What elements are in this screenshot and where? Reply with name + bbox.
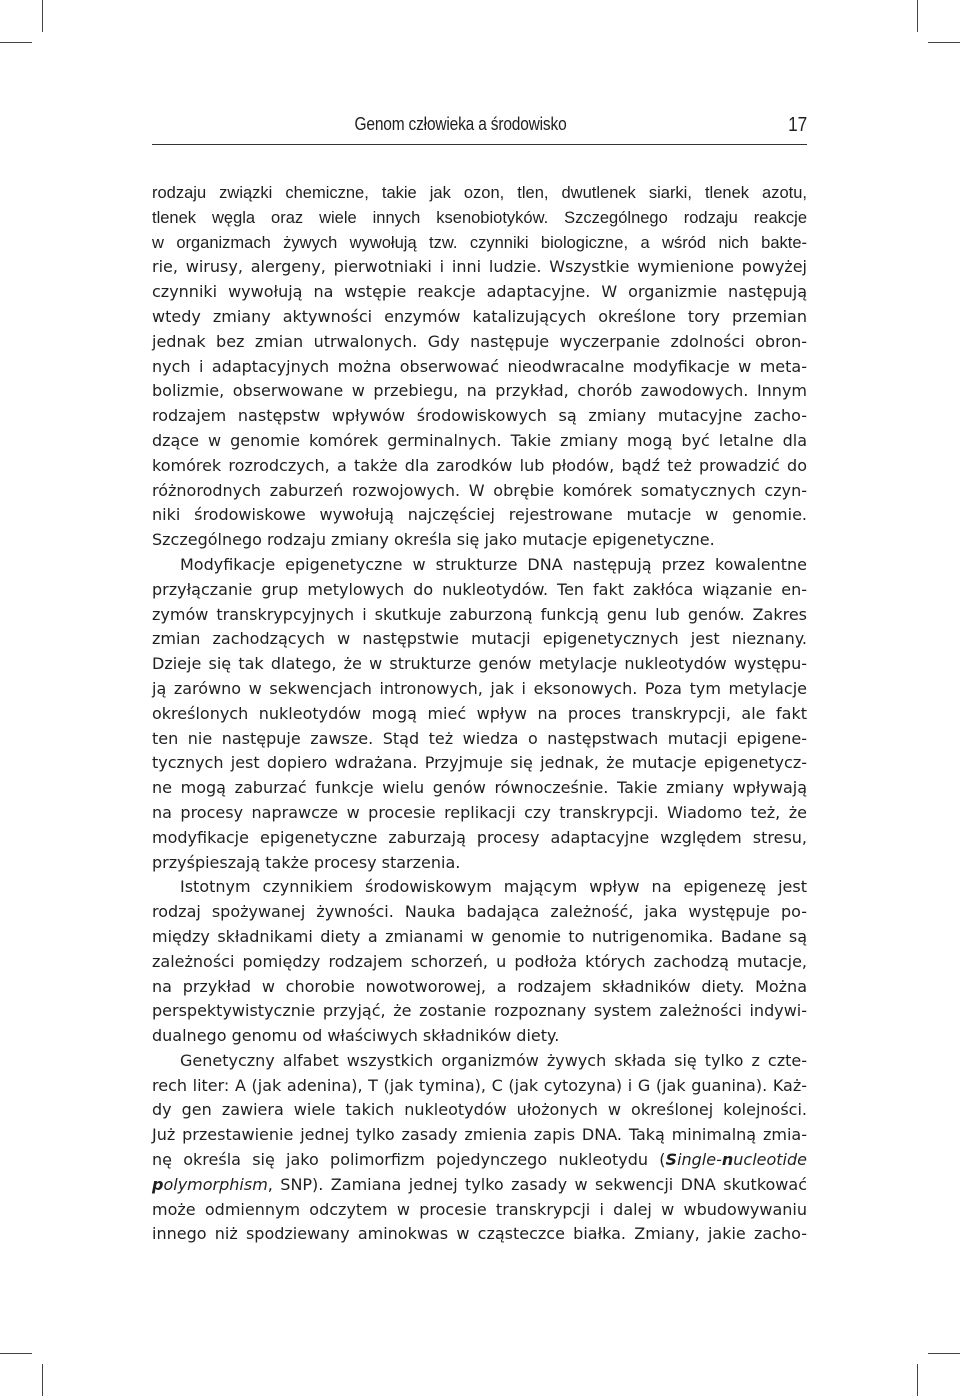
text-fragment: nę określa się jako polimorfizm pojedynczego nukleotydu (	[152, 1150, 666, 1170]
text-line: między składnikami diety a zmianami w genomie to nutrigenomika. Badane są	[152, 926, 807, 946]
crop-mark-bottom-left-v	[42, 1364, 43, 1396]
text-line: rodzaju związki chemiczne, takie jak ozon, tlen, dwutlenek siarki, tlenek azotu,	[152, 184, 807, 202]
text-line: Istotnym czynnikiem środowiskowym mającym wpływ na epigenezę jest	[180, 877, 807, 897]
text-line: przyłączanie grup metylowych do nukleotydów. Ten fakt zakłóca wiązanie en-	[152, 579, 807, 599]
text-line: rech liter: A (jak adenina), T (jak tymina), C (jak cytozyna) i G (jak guanina). Każ-	[152, 1075, 807, 1095]
text-line: rodzaj spożywanej żywności. Nauka badająca zależność, jaka występuje po-	[152, 902, 807, 922]
text-line: na procesy naprawcze w procesie replikacji czy transkrypcji. Wiadomo też, że	[152, 802, 807, 822]
crop-mark-bottom-left-h	[0, 1353, 32, 1354]
text-line: Dzieje się tak dlatego, że w strukturze genów metylacje nukleotydów występu-	[152, 654, 807, 674]
text-line: zależności pomiędzy rodzajem schorzeń, u podłoża których zachodzą mutacje,	[152, 951, 807, 971]
text-line: czynniki wywołują na wstępie reakcje adaptacyjne. W organizmie następują	[152, 282, 807, 302]
italic-fragment: ingle	[677, 1150, 717, 1170]
text-line: Szczególnego rodzaju zmiany określa się jako mutacje epigenetyczne.	[152, 530, 715, 550]
text-line: zymów transkrypcyjnych i skutkuje zaburzoną funkcją genu lub genów. Zakres	[152, 604, 807, 624]
crop-mark-top-right-h	[928, 42, 960, 43]
paragraph-2	[152, 553, 807, 875]
text-line: określonych nukleotydów mogą mieć wpływ na proces transkrypcji, ale fakt	[152, 703, 807, 723]
text-line: nych i adaptacyjnych można obserwować nieodwracalne modyfikacje w meta-	[152, 356, 807, 376]
text-line: Genetyczny alfabet wszystkich organizmów żywych składa się tylko z czte-	[180, 1050, 807, 1070]
text-line	[152, 1173, 807, 1198]
text-line: jednak bez zmian utrwalonych. Gdy następuje wyczerpanie zdolności obron-	[152, 331, 807, 351]
text-line: niki środowiskowe wywołują najczęściej rejestrowane mutacje w genomie.	[152, 505, 807, 525]
text-line: ją zarówno w sekwencjach intronowych, jak i eksonowych. Poza tym metylacje	[152, 678, 807, 698]
crop-mark-bottom-right-v	[917, 1364, 918, 1396]
text-line: dualnego genomu od właściwych składników diety.	[152, 1026, 560, 1046]
text-line: zmian zachodzących w następstwie mutacji epigenetycznych jest nieznany.	[152, 629, 807, 649]
text-line: przyśpieszają także procesy starzenia.	[152, 852, 461, 872]
text-line: wtedy zmiany aktywności enzymów katalizujących określone tory przemian	[152, 306, 807, 326]
crop-mark-top-left-v	[42, 0, 43, 32]
italic-fragment: ucleotide	[733, 1150, 807, 1170]
text-line: tlenek węgla oraz wiele innych ksenobiotyków. Szczególnego rodzaju reakcje	[152, 208, 807, 227]
paragraph-3	[152, 875, 807, 1049]
text-line: Już przestawienie jednej tylko zasady zmienia zapis DNA. Taką minimalną zmia-	[152, 1125, 807, 1145]
text-line: modyfikacje epigenetyczne zaburzają procesy adaptacyjne względem stresu,	[152, 827, 807, 847]
text-line: w organizmach żywych wywołują tzw. czynniki biologiczne, a wśród nich bakte-	[152, 233, 807, 252]
text-line-snp	[152, 1148, 807, 1173]
text-line: komórek rozrodczych, a także dla zarodków lub płodów, bądź też prowadzić do	[152, 455, 807, 475]
text-line: rodzajem następstw wpływów środowiskowych są zmiany mutacyjne zacho-	[152, 406, 807, 426]
crop-mark-top-right-v	[917, 0, 918, 32]
text-line: innego niż spodziewany aminokwas w cząsteczce białka. Zmiany, jakie zacho-	[152, 1224, 807, 1244]
bold-letter: S	[665, 1150, 678, 1170]
text-line: rie, wirusy, alergeny, pierwotniaki i inni ludzie. Wszystkie wymienione powyżej	[152, 257, 807, 277]
text-line: ten nie następuje zawsze. Stąd też wiedza o następstwach mutacji epigene-	[152, 728, 807, 748]
text-fragment: , SNP). Zamiana jednej tylko zasady w sekwencji DNA skutkować	[267, 1174, 807, 1194]
text-line: dzące w genomie komórek germinalnych. Takie zmiany mogą być letalne dla	[152, 430, 807, 450]
bold-letter: n	[721, 1150, 734, 1170]
italic-term	[666, 1150, 807, 1169]
italic-term	[152, 1175, 268, 1194]
text-line: Modyfikacje epigenetyczne w strukturze DNA następują przez kowalentne	[180, 554, 807, 574]
italic-fragment: olymorphism	[163, 1174, 268, 1194]
crop-mark-top-left-h	[0, 42, 32, 43]
text-line: może odmiennym odczytem w procesie transkrypcji i dalej w wbudowywaniu	[152, 1199, 807, 1219]
crop-mark-bottom-right-h	[928, 1353, 960, 1354]
page-header	[152, 114, 807, 145]
text-line: perspektywistycznie przyjąć, że zostanie rozpoznany system zależności indywi-	[152, 1001, 807, 1021]
paragraph-4	[152, 1049, 807, 1247]
italic-fragment: -	[716, 1150, 722, 1170]
bold-letter: p	[152, 1174, 164, 1194]
running-title: Genom człowieka a środowisko	[354, 114, 567, 134]
page-body	[152, 181, 807, 1247]
page-number: 17	[787, 114, 807, 136]
text-line: tycznych jest dopiero wdrażana. Przyjmuje się jednak, że mutacje epigenetycz-	[152, 753, 807, 773]
text-line: na przykład w chorobie nowotworowej, a rodzajem składników diety. Można	[152, 976, 807, 996]
text-line: bolizmie, obserwowane w przebiegu, na przykład, chorób zawodowych. Innym	[152, 381, 807, 401]
text-line: różnorodnych zaburzeń rozwojowych. W obrębie komórek somatycznych czyn-	[152, 480, 807, 500]
text-line: ne mogą zaburzać funkcje wielu genów równocześnie. Takie zmiany wpływają	[152, 778, 807, 798]
paragraph-1	[152, 181, 807, 553]
text-line: dy gen zawiera wiele takich nukleotydów ułożonych w określonej kolejności.	[152, 1100, 807, 1120]
